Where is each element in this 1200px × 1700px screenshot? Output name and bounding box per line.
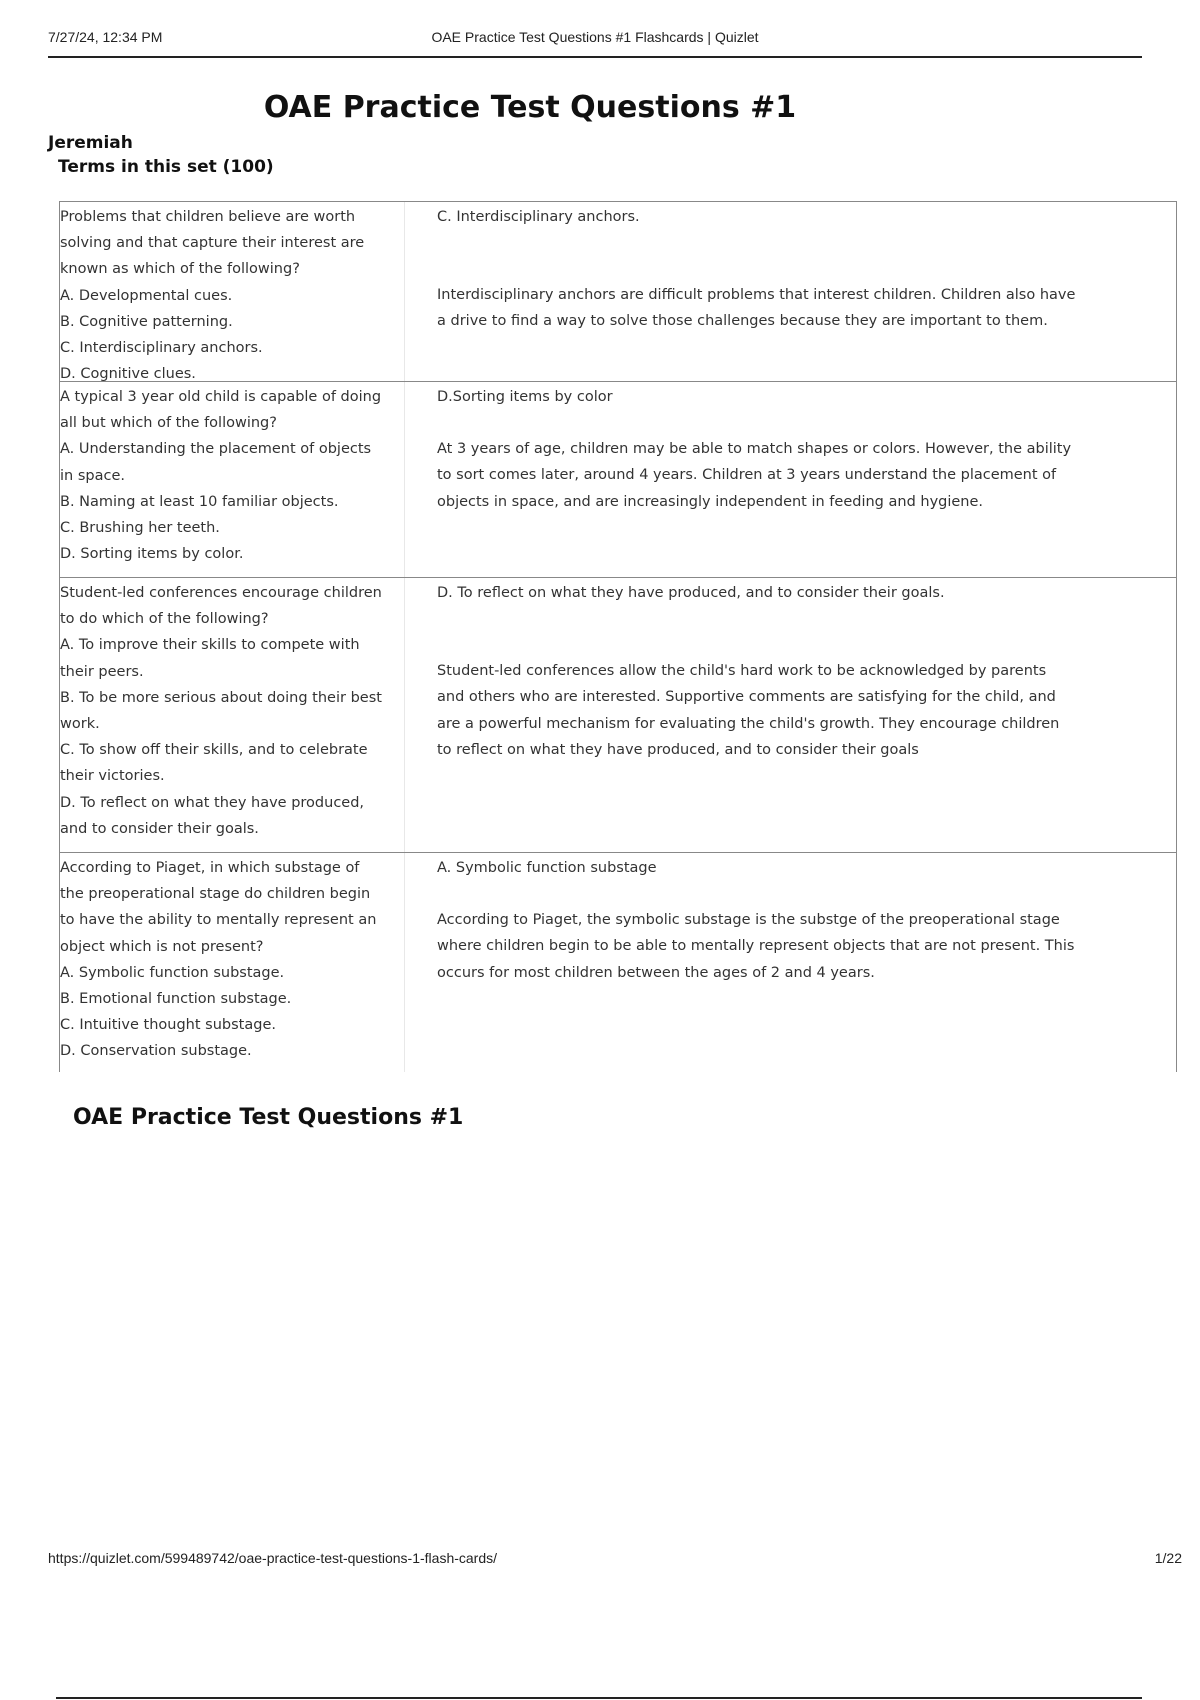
card-term: According to Piaget, in which substage of the preoperational stage do children begin to have the ability to mentally represent an object which is not present? A. Symbolic function substage. B. Emotional function substage. C. Intuitive thought substage. D. Conservation substage. [59,853,405,1072]
card-answer: D.Sorting items by color [437,389,613,405]
flashcard-row [59,853,1176,1072]
print-date: 7/27/24, 12:34 PM [48,29,163,45]
card-definition [405,382,1176,577]
card-term: Student-led conferences encourage children to do which of the following? A. To improve their skills to compete with their peers. B. To be more serious about doing their best work. C. To show off their skills, and to celebrate their victories. D. To reflect on what they have produced, and to consider their goals. [59,578,405,852]
card-term: A typical 3 year old child is capable of doing all but which of the following? A. Understanding the placement of objects in space. B. Naming at least 10 familiar objects. C. Brushing her teeth. D. Sorting items by color. [59,382,405,577]
page-number: 1/22 [1154,1550,1182,1566]
set-title: OAE Practice Test Questions #1 [263,90,797,125]
print-header [48,26,1142,58]
flashcard-row [59,578,1176,853]
author-name[interactable]: Jeremiah [48,133,133,153]
print-footer [48,1550,1182,1566]
flashcard-row [59,202,1176,382]
card-definition [405,853,1176,1072]
card-answer: C. Interdisciplinary anchors. [437,209,640,225]
bottom-divider [56,1697,1142,1699]
flashcard-row [59,382,1176,578]
card-definition [405,578,1176,852]
card-term: Problems that children believe are worth solving and that capture their interest are known as which of the following? A. Developmental cues. B. Cognitive patterning. C. Interdisciplinary anchors. D. Cognitive clues. [59,202,405,381]
card-definition [405,202,1176,381]
card-answer: A. Symbolic function substage [437,860,657,876]
flashcard-list [59,201,1177,1072]
card-explanation: At 3 years of age, children may be able to match shapes or colors. However, the ability to sort comes later, around 4 years. Children at 3 years understand the placement of objects in space, and are increasingly independent in feeding and hygiene. [437,441,1072,510]
card-explanation: Interdisciplinary anchors are difficult problems that interest children. Children also have a drive to find a way to solve those challenges because they are important to them. [437,287,1076,330]
page-url[interactable]: https://quizlet.com/599489742/oae-practice-test-questions-1-flash-cards/ [48,1550,498,1566]
print-page-title: OAE Practice Test Questions #1 Flashcards | Quizlet [431,29,759,45]
card-explanation: According to Piaget, the symbolic substage is the substge of the preoperational stage where children begin to be able to mentally represent objects that are not present. This occurs for most children between the ages of 2 and 4 years. [437,912,1075,981]
card-answer: D. To reflect on what they have produced, and to consider their goals. [437,585,945,601]
terms-count-heading: Terms in this set (100) [58,157,274,177]
set-footer-title: OAE Practice Test Questions #1 [73,1105,464,1130]
card-explanation: Student-led conferences allow the child's hard work to be acknowledged by parents and others who are interested. Supportive comments are satisfying for the child, and are a powerful mechanism for evaluating the child's growth. They encourage children to reflect on what they have produced, and to consider their goals [437,663,1060,758]
